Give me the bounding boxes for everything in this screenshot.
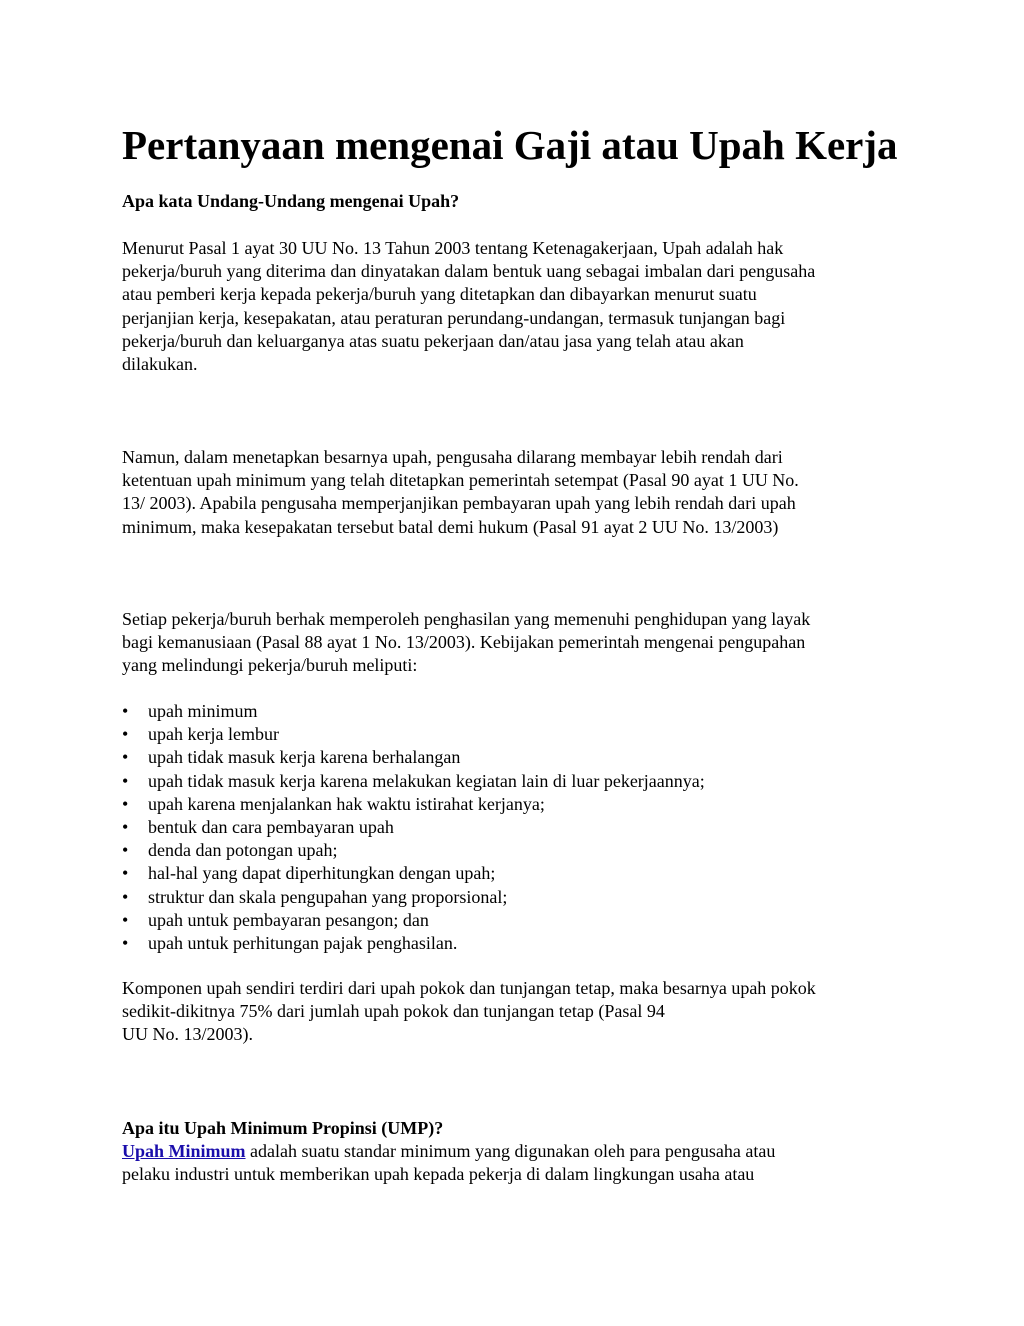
list-item — [122, 862, 705, 885]
list-item-text: bentuk dan cara pembayaran upah — [148, 817, 394, 838]
bullet-icon: • — [122, 909, 129, 930]
paragraph-line: bagi kemanusiaan (Pasal 88 ayat 1 No. 13/2003). Kebijakan pemerintah mengenai pengupahan — [122, 632, 806, 653]
bullet-icon: • — [122, 863, 129, 884]
list-item-text: denda dan potongan upah; — [148, 840, 338, 861]
paragraph-line: pekerja/buruh dan keluarganya atas suatu pekerjaan dan/atau jasa yang telah atau akan — [122, 330, 744, 351]
section-heading-ump: Apa itu Upah Minimum Propinsi (UMP)? — [122, 1118, 444, 1138]
paragraph-line: pelaku industri untuk memberikan upah kepada pekerja di dalam lingkungan usaha atau — [122, 1164, 755, 1185]
bullet-icon: • — [122, 886, 129, 907]
paragraph-line: atau pemberi kerja kepada pekerja/buruh yang ditetapkan dan dibayarkan menurut suatu — [122, 284, 757, 305]
list-item-text: upah untuk perhitungan pajak penghasilan. — [148, 933, 458, 954]
list-item-text: hal-hal yang dapat diperhitungkan dengan upah; — [148, 863, 496, 884]
paragraph-line: dilakukan. — [122, 354, 198, 375]
paragraph-line: ketentuan upah minimum yang telah ditetapkan pemerintah setempat (Pasal 90 ayat 1 UU No. — [122, 470, 799, 491]
paragraph-line: perjanjian kerja, kesepakatan, atau peraturan perundang-undangan, termasuk tunjangan bagi — [122, 307, 786, 328]
list-item — [122, 723, 705, 746]
list-item — [122, 700, 705, 723]
bullet-icon: • — [122, 793, 129, 814]
paragraph-line: yang melindungi pekerja/buruh meliputi: — [122, 655, 418, 676]
list-item — [122, 770, 705, 793]
list-item-text: upah karena menjalankan hak waktu istirahat kerjanya; — [148, 793, 545, 814]
list-item — [122, 909, 705, 932]
list-item-text: upah kerja lembur — [148, 724, 279, 745]
upah-minimum-link[interactable]: Upah Minimum — [122, 1141, 246, 1161]
list-item — [122, 793, 705, 816]
paragraph-line: 13/ 2003). Apabila pengusaha memperjanjikan pembayaran upah yang lebih rendah dari upah — [122, 493, 796, 514]
list-item-text: upah tidak masuk kerja karena melakukan kegiatan lain di luar pekerjaannya; — [148, 770, 705, 791]
list-item-text: struktur dan skala pengupahan yang proporsional; — [148, 886, 508, 907]
section-heading-undang-undang: Apa kata Undang-Undang mengenai Upah? — [122, 191, 460, 211]
paragraph-line: Menurut Pasal 1 ayat 30 UU No. 13 Tahun 2003 tentang Ketenagakerjaan, Upah adalah hak — [122, 238, 784, 258]
bullet-icon: • — [122, 701, 129, 721]
paragraph-line: Namun, dalam menetapkan besarnya upah, pengusaha dilarang membayar lebih rendah dari — [122, 447, 783, 467]
bullet-icon: • — [122, 724, 129, 745]
wage-policy-list — [122, 700, 705, 955]
paragraph-line: Setiap pekerja/buruh berhak memperoleh penghasilan yang memenuhi penghidupan yang layak — [122, 609, 811, 629]
paragraph-line: UU No. 13/2003). — [122, 1024, 253, 1045]
list-item-text: upah minimum — [148, 701, 258, 721]
list-item — [122, 816, 705, 839]
list-item — [122, 746, 705, 769]
paragraph-wage-components — [122, 977, 912, 1047]
list-item — [122, 886, 705, 909]
bullet-icon: • — [122, 840, 129, 861]
paragraph-right-to-income — [122, 608, 912, 678]
bullet-icon: • — [122, 817, 129, 838]
bullet-icon: • — [122, 770, 129, 791]
paragraph-ump-definition — [122, 1140, 912, 1186]
list-item — [122, 839, 705, 862]
bullet-icon: • — [122, 933, 129, 954]
list-item-text: upah tidak masuk kerja karena berhalangan — [148, 747, 461, 768]
paragraph-line: pekerja/buruh yang diterima dan dinyatakan dalam bentuk uang sebagai imbalan dari pengusaha — [122, 261, 816, 282]
paragraph-line: Komponen upah sendiri terdiri dari upah pokok dan tunjangan tetap, maka besarnya upah pokok — [122, 978, 816, 998]
list-item-text: upah untuk pembayaran pesangon; dan — [148, 909, 429, 930]
paragraph-line — [122, 1140, 912, 1163]
bullet-icon: • — [122, 747, 129, 768]
paragraph-line: minimum, maka kesepakatan tersebut batal demi hukum (Pasal 91 ayat 2 UU No. 13/2003) — [122, 516, 779, 537]
paragraph-minimum-wage-rule — [122, 446, 912, 539]
paragraph-definition — [122, 237, 912, 376]
paragraph-line: sedikit-dikitnya 75% dari jumlah upah pokok dan tunjangan tetap (Pasal 94 — [122, 1001, 665, 1022]
paragraph-line-rest: adalah suatu standar minimum yang digunakan oleh para pengusaha atau — [245, 1141, 776, 1161]
page-title: Pertanyaan mengenai Gaji atau Upah Kerja — [122, 122, 898, 168]
list-item — [122, 932, 705, 955]
